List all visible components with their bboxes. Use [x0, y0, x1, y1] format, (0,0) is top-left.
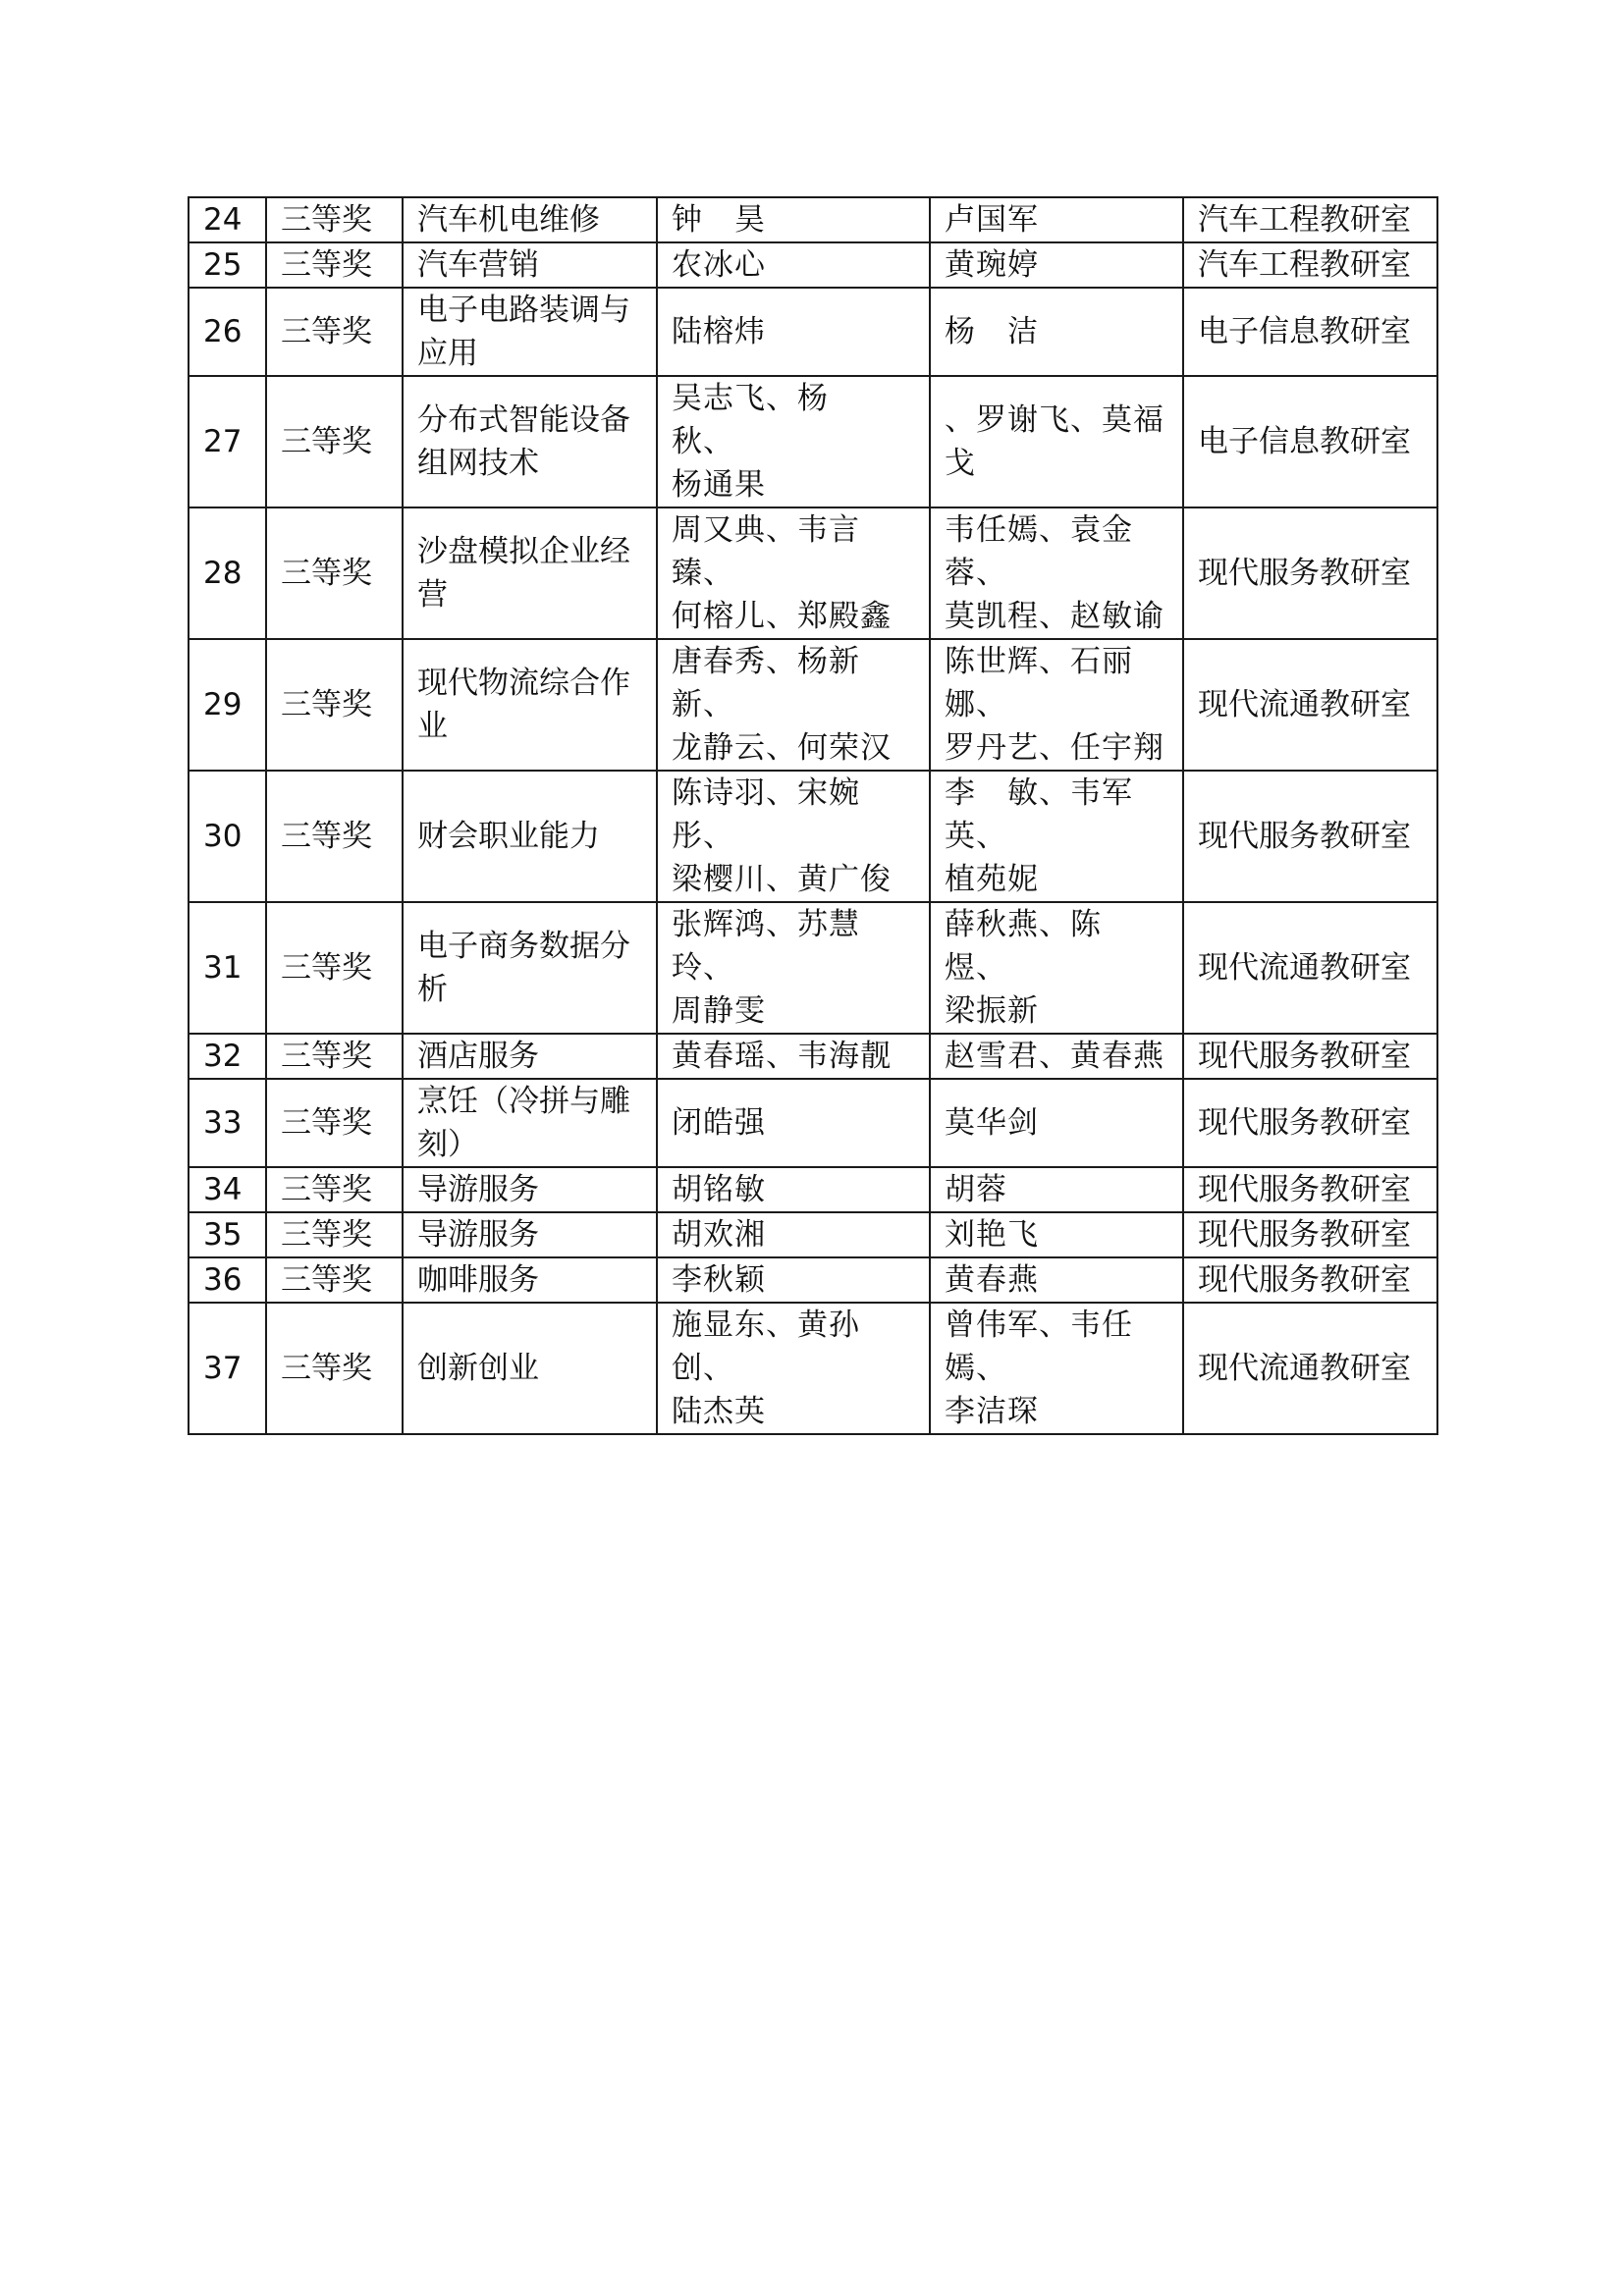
- award-level: 三等奖: [266, 197, 403, 242]
- teacher-names: 、罗谢飞、莫福戈: [930, 376, 1183, 507]
- event-name: 酒店服务: [403, 1034, 657, 1079]
- table-row: [189, 639, 1437, 771]
- student-names: 钟 昊: [657, 197, 930, 242]
- department: 现代服务教研室: [1183, 1167, 1437, 1212]
- row-number: 24: [189, 197, 266, 242]
- table-row: [189, 376, 1437, 507]
- teacher-names: 陈世辉、石丽娜、 罗丹艺、任宇翔: [930, 639, 1183, 771]
- teacher-names: 胡蓉: [930, 1167, 1183, 1212]
- event-name: 咖啡服务: [403, 1257, 657, 1303]
- department: 汽车工程教研室: [1183, 242, 1437, 288]
- table-row: [189, 242, 1437, 288]
- event-name: 现代物流综合作 业: [403, 639, 657, 771]
- event-name: 沙盘模拟企业经 营: [403, 507, 657, 639]
- award-level: 三等奖: [266, 902, 403, 1034]
- student-names: 闭皓强: [657, 1079, 930, 1167]
- department: 现代服务教研室: [1183, 1034, 1437, 1079]
- student-names: 陈诗羽、宋婉彤、 梁樱川、黄广俊: [657, 771, 930, 902]
- row-number: 28: [189, 507, 266, 639]
- award-level: 三等奖: [266, 771, 403, 902]
- event-name: 电子电路装调与 应用: [403, 288, 657, 376]
- department: 电子信息教研室: [1183, 288, 1437, 376]
- table-row: [189, 1257, 1437, 1303]
- row-number: 27: [189, 376, 266, 507]
- department: 现代服务教研室: [1183, 1079, 1437, 1167]
- teacher-names: 李 敏、韦军英、 植苑妮: [930, 771, 1183, 902]
- award-level: 三等奖: [266, 507, 403, 639]
- table-row: [189, 1034, 1437, 1079]
- department: 现代服务教研室: [1183, 771, 1437, 902]
- department: 电子信息教研室: [1183, 376, 1437, 507]
- row-number: 37: [189, 1303, 266, 1434]
- event-name: 汽车机电维修: [403, 197, 657, 242]
- event-name: 烹饪（冷拼与雕 刻）: [403, 1079, 657, 1167]
- teacher-names: 卢国军: [930, 197, 1183, 242]
- table-row: [189, 1303, 1437, 1434]
- teacher-names: 薛秋燕、陈 煜、 梁振新: [930, 902, 1183, 1034]
- department: 现代流通教研室: [1183, 902, 1437, 1034]
- table-row: [189, 902, 1437, 1034]
- student-names: 施显东、黄孙创、 陆杰英: [657, 1303, 930, 1434]
- row-number: 29: [189, 639, 266, 771]
- teacher-names: 杨 洁: [930, 288, 1183, 376]
- row-number: 25: [189, 242, 266, 288]
- event-name: 分布式智能设备 组网技术: [403, 376, 657, 507]
- award-level: 三等奖: [266, 1079, 403, 1167]
- table-row: [189, 197, 1437, 242]
- student-names: 农冰心: [657, 242, 930, 288]
- award-level: 三等奖: [266, 1257, 403, 1303]
- student-names: 胡欢湘: [657, 1212, 930, 1257]
- award-level: 三等奖: [266, 1212, 403, 1257]
- student-names: 陆榕炜: [657, 288, 930, 376]
- department: 现代流通教研室: [1183, 1303, 1437, 1434]
- row-number: 30: [189, 771, 266, 902]
- teacher-names: 黄春燕: [930, 1257, 1183, 1303]
- row-number: 36: [189, 1257, 266, 1303]
- event-name: 导游服务: [403, 1167, 657, 1212]
- event-name: 创新创业: [403, 1303, 657, 1434]
- student-names: 张辉鸿、苏慧玲、 周静雯: [657, 902, 930, 1034]
- event-name: 财会职业能力: [403, 771, 657, 902]
- department: 现代服务教研室: [1183, 1212, 1437, 1257]
- row-number: 34: [189, 1167, 266, 1212]
- teacher-names: 莫华剑: [930, 1079, 1183, 1167]
- award-level: 三等奖: [266, 1303, 403, 1434]
- department: 现代服务教研室: [1183, 1257, 1437, 1303]
- teacher-names: 韦任嫣、袁金蓉、 莫凯程、赵敏谕: [930, 507, 1183, 639]
- table-row: [189, 507, 1437, 639]
- department: 现代服务教研室: [1183, 507, 1437, 639]
- student-names: 李秋颖: [657, 1257, 930, 1303]
- table-row: [189, 1167, 1437, 1212]
- row-number: 32: [189, 1034, 266, 1079]
- teacher-names: 曾伟军、韦任嫣、 李洁琛: [930, 1303, 1183, 1434]
- teacher-names: 赵雪君、黄春燕: [930, 1034, 1183, 1079]
- student-names: 黄春瑶、韦海靓: [657, 1034, 930, 1079]
- student-names: 吴志飞、杨 秋、 杨通果: [657, 376, 930, 507]
- row-number: 35: [189, 1212, 266, 1257]
- event-name: 导游服务: [403, 1212, 657, 1257]
- table-row: [189, 771, 1437, 902]
- table-row: [189, 288, 1437, 376]
- student-names: 胡铭敏: [657, 1167, 930, 1212]
- department: 汽车工程教研室: [1183, 197, 1437, 242]
- teacher-names: 黄琬婷: [930, 242, 1183, 288]
- award-level: 三等奖: [266, 288, 403, 376]
- award-level: 三等奖: [266, 639, 403, 771]
- event-name: 电子商务数据分 析: [403, 902, 657, 1034]
- department: 现代流通教研室: [1183, 639, 1437, 771]
- award-table-body: [189, 197, 1437, 1434]
- award-table: [188, 196, 1438, 1435]
- row-number: 33: [189, 1079, 266, 1167]
- row-number: 31: [189, 902, 266, 1034]
- table-row: [189, 1212, 1437, 1257]
- award-level: 三等奖: [266, 1167, 403, 1212]
- student-names: 周又典、韦言臻、 何榕儿、郑殿鑫: [657, 507, 930, 639]
- award-level: 三等奖: [266, 376, 403, 507]
- award-level: 三等奖: [266, 1034, 403, 1079]
- row-number: 26: [189, 288, 266, 376]
- award-level: 三等奖: [266, 242, 403, 288]
- event-name: 汽车营销: [403, 242, 657, 288]
- teacher-names: 刘艳飞: [930, 1212, 1183, 1257]
- student-names: 唐春秀、杨新新、 龙静云、何荣汉: [657, 639, 930, 771]
- table-row: [189, 1079, 1437, 1167]
